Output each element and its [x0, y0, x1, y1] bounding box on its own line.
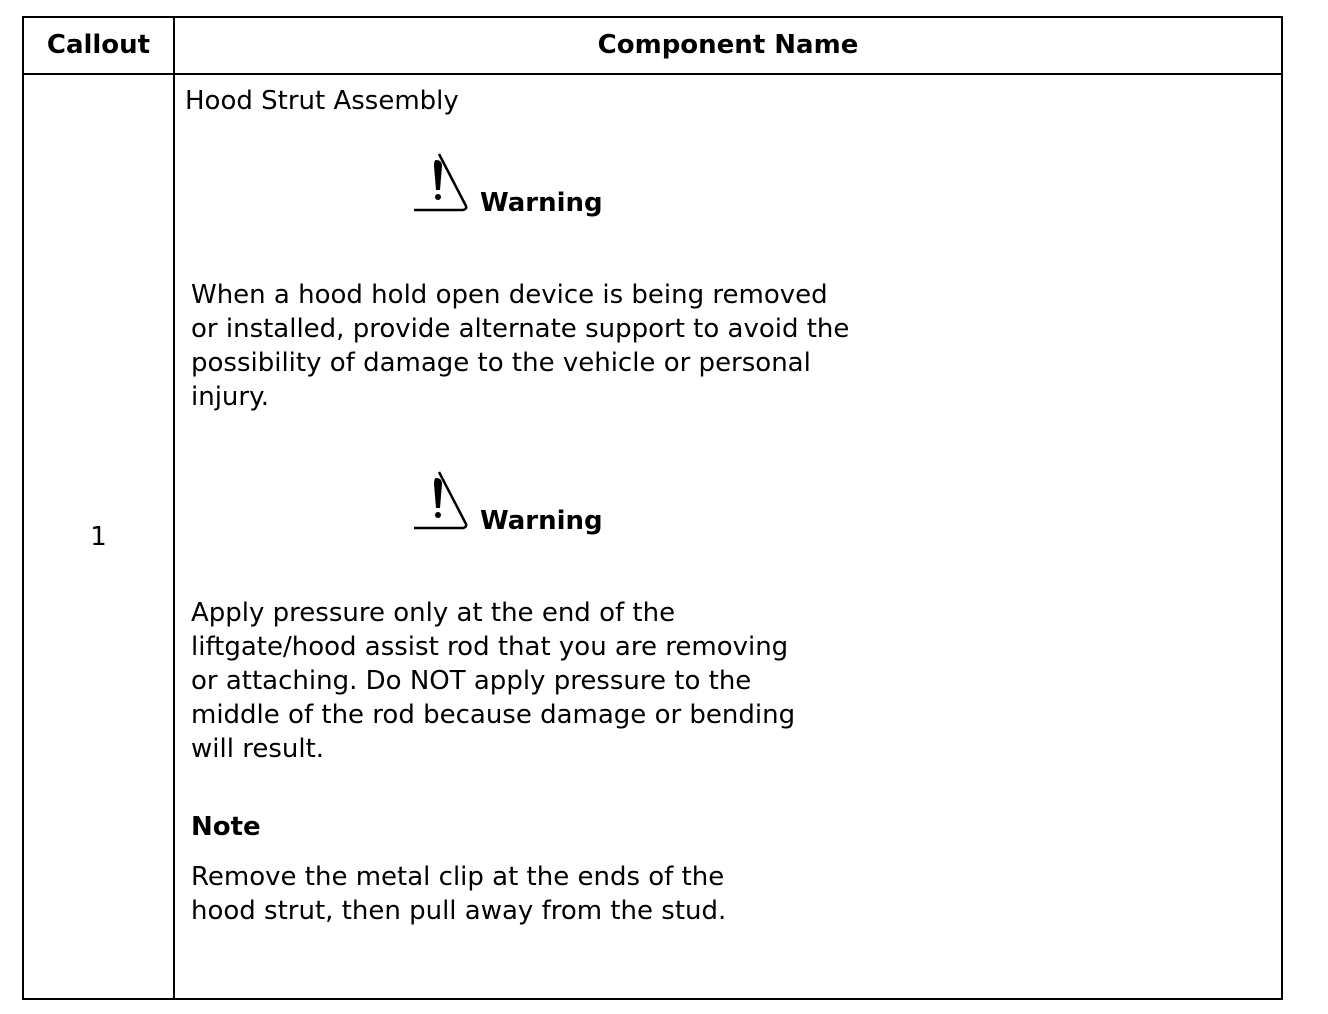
note-title: Note [191, 812, 261, 842]
warning-text-1: When a hood hold open device is being removed or installed, provide alternate support to avoid the possibility of damage to the vehicle or personal injury. [191, 280, 850, 412]
warning-triangle-icon [412, 470, 470, 534]
header-component-name: Component Name [597, 30, 859, 60]
warning-triangle-icon [412, 152, 470, 216]
warning-label-2: Warning [480, 506, 603, 536]
warning-header-2 [412, 470, 603, 534]
column-divider [173, 18, 175, 998]
component-title: Hood Strut Assembly [185, 86, 459, 116]
callout-number: 1 [90, 522, 107, 552]
warning-text-2: Apply pressure only at the end of the liftgate/hood assist rod that you are removing or attaching. Do NOT apply pressure to the middle of the rod because damage or bending will result. [191, 598, 796, 764]
table-header-row [24, 18, 1281, 75]
component-table [22, 16, 1283, 1000]
warning-header-1 [412, 152, 603, 216]
warning-label-1: Warning [480, 188, 603, 218]
header-callout: Callout [46, 30, 151, 60]
note-text: Remove the metal clip at the ends of the hood strut, then pull away from the stud. [191, 862, 727, 926]
